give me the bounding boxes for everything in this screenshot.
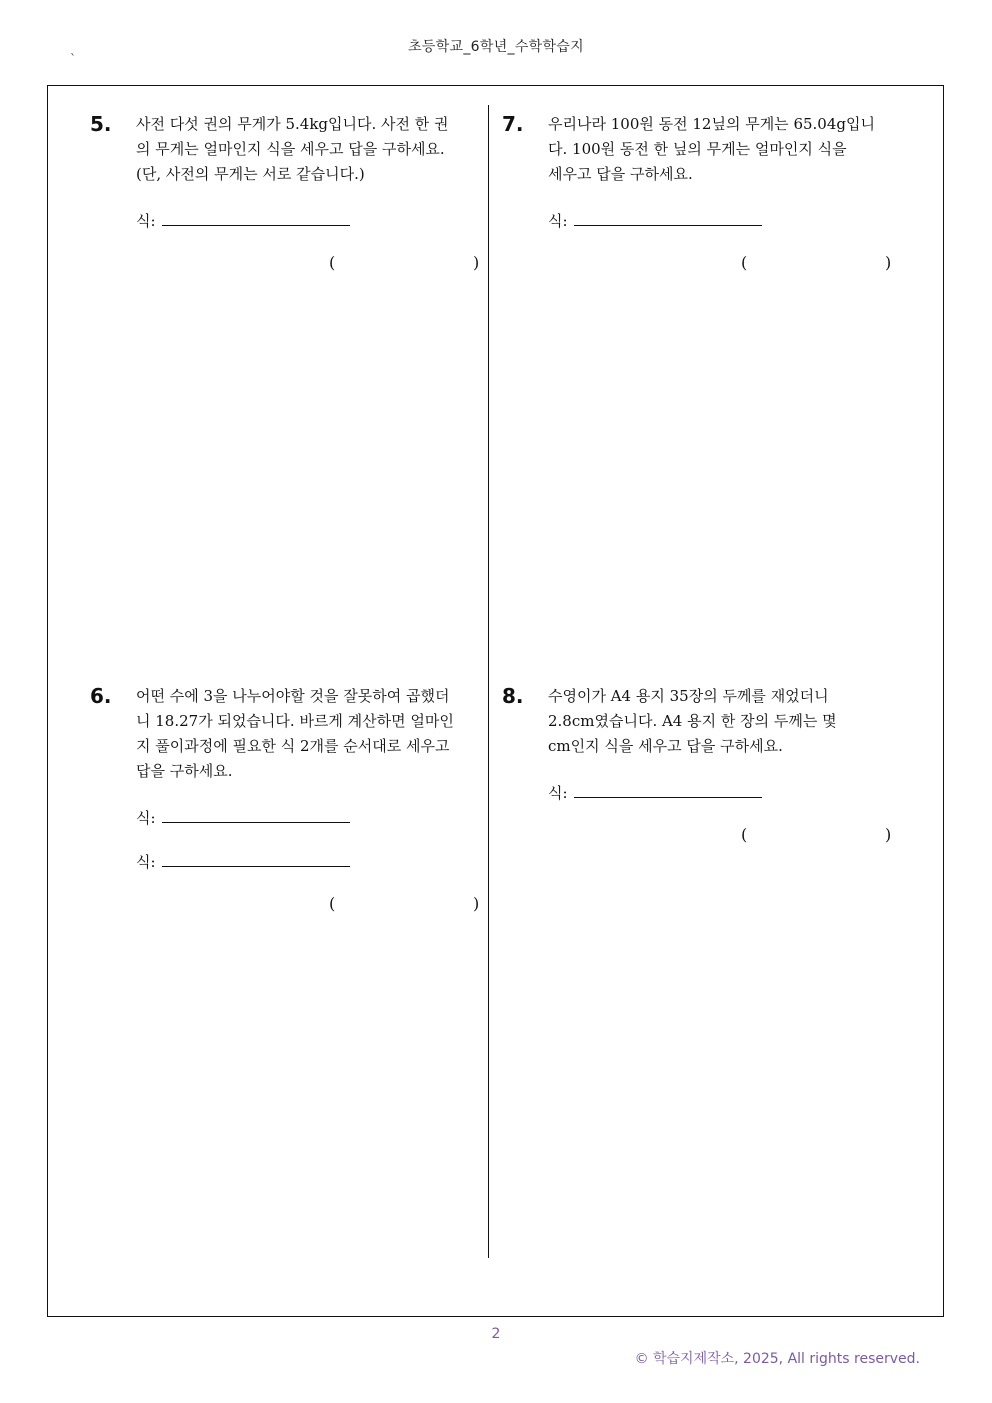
- problem-text-line: 수영이가 A4 용지 35장의 두께를 재었더니: [548, 687, 829, 705]
- equation-row: [136, 804, 481, 828]
- problem-text: [136, 684, 481, 784]
- problem-text-line: 지 풀이과정에 필요한 식 2개를 순서대로 세우고: [136, 737, 450, 755]
- problem-text: [548, 684, 893, 759]
- equation-answer-line[interactable]: [162, 224, 350, 226]
- equation-answer-line-2[interactable]: [162, 865, 350, 867]
- equation-answer-line[interactable]: [574, 796, 762, 798]
- problem-text-line: 사전 다섯 권의 무게가 5.4kg입니다. 사전 한 권: [136, 115, 449, 133]
- problem-number: 8.: [502, 684, 524, 708]
- answer-row[interactable]: [548, 825, 893, 849]
- header-mark: `: [70, 52, 76, 66]
- answer-row[interactable]: [548, 253, 893, 277]
- problem-text: [136, 112, 481, 187]
- problem-number: 5.: [90, 112, 112, 136]
- problem-text-line: 니 18.27가 되었습니다. 바르게 계산하면 얼마인: [136, 712, 454, 730]
- problem-text-line: 세우고 답을 구하세요.: [548, 165, 693, 183]
- problem-text-line: 답을 구하세요.: [136, 762, 233, 780]
- answer-row[interactable]: [136, 253, 481, 277]
- equation-label-2: 식:: [136, 853, 156, 871]
- problem-text-line: 의 무게는 얼마인지 식을 세우고 답을 구하세요.: [136, 140, 445, 158]
- problem-text-line: (단, 사전의 무게는 서로 같습니다.): [136, 165, 365, 183]
- column-divider: [488, 105, 489, 1258]
- answer-row[interactable]: [136, 894, 481, 918]
- copyright-notice: © 학습지제작소, 2025, All rights reserved.: [634, 1351, 920, 1367]
- answer-paren-close: ): [473, 253, 480, 272]
- answer-paren-open: (: [741, 253, 748, 272]
- problem-text-line: 어떤 수에 3을 나누어야할 것을 잘못하여 곱했더: [136, 687, 450, 705]
- equation-label: 식:: [136, 809, 156, 827]
- equation-label: 식:: [548, 784, 568, 802]
- answer-paren-open: (: [329, 894, 336, 913]
- answer-paren-open: (: [329, 253, 336, 272]
- problem-7: [502, 112, 893, 277]
- problem-text-line: cm인지 식을 세우고 답을 구하세요.: [548, 737, 783, 755]
- answer-paren-close: ): [885, 825, 892, 844]
- equation-label: 식:: [548, 212, 568, 230]
- equation-row: [548, 207, 893, 231]
- equation-row-2: [136, 848, 481, 872]
- answer-paren-close: ): [473, 894, 480, 913]
- problem-number: 7.: [502, 112, 524, 136]
- problem-8: [502, 684, 893, 849]
- equation-answer-line[interactable]: [162, 821, 350, 823]
- problem-text-line: 우리나라 100원 동전 12닢의 무게는 65.04g입니: [548, 115, 875, 133]
- equation-label: 식:: [136, 212, 156, 230]
- problem-text-line: 2.8cm였습니다. A4 용지 한 장의 두께는 몇: [548, 712, 837, 730]
- equation-row: [136, 207, 481, 231]
- equation-answer-line[interactable]: [574, 224, 762, 226]
- page-number: 2: [491, 1326, 501, 1342]
- problem-text: [548, 112, 893, 187]
- worksheet-title: 초등학교_6학년_수학학습지: [408, 39, 584, 55]
- problem-5: [90, 112, 481, 277]
- answer-paren-open: (: [741, 825, 748, 844]
- problem-number: 6.: [90, 684, 112, 708]
- problem-text-line: 다. 100원 동전 한 닢의 무게는 얼마인지 식을: [548, 140, 847, 158]
- answer-paren-close: ): [885, 253, 892, 272]
- problem-6: [90, 684, 481, 918]
- equation-row: [548, 779, 893, 803]
